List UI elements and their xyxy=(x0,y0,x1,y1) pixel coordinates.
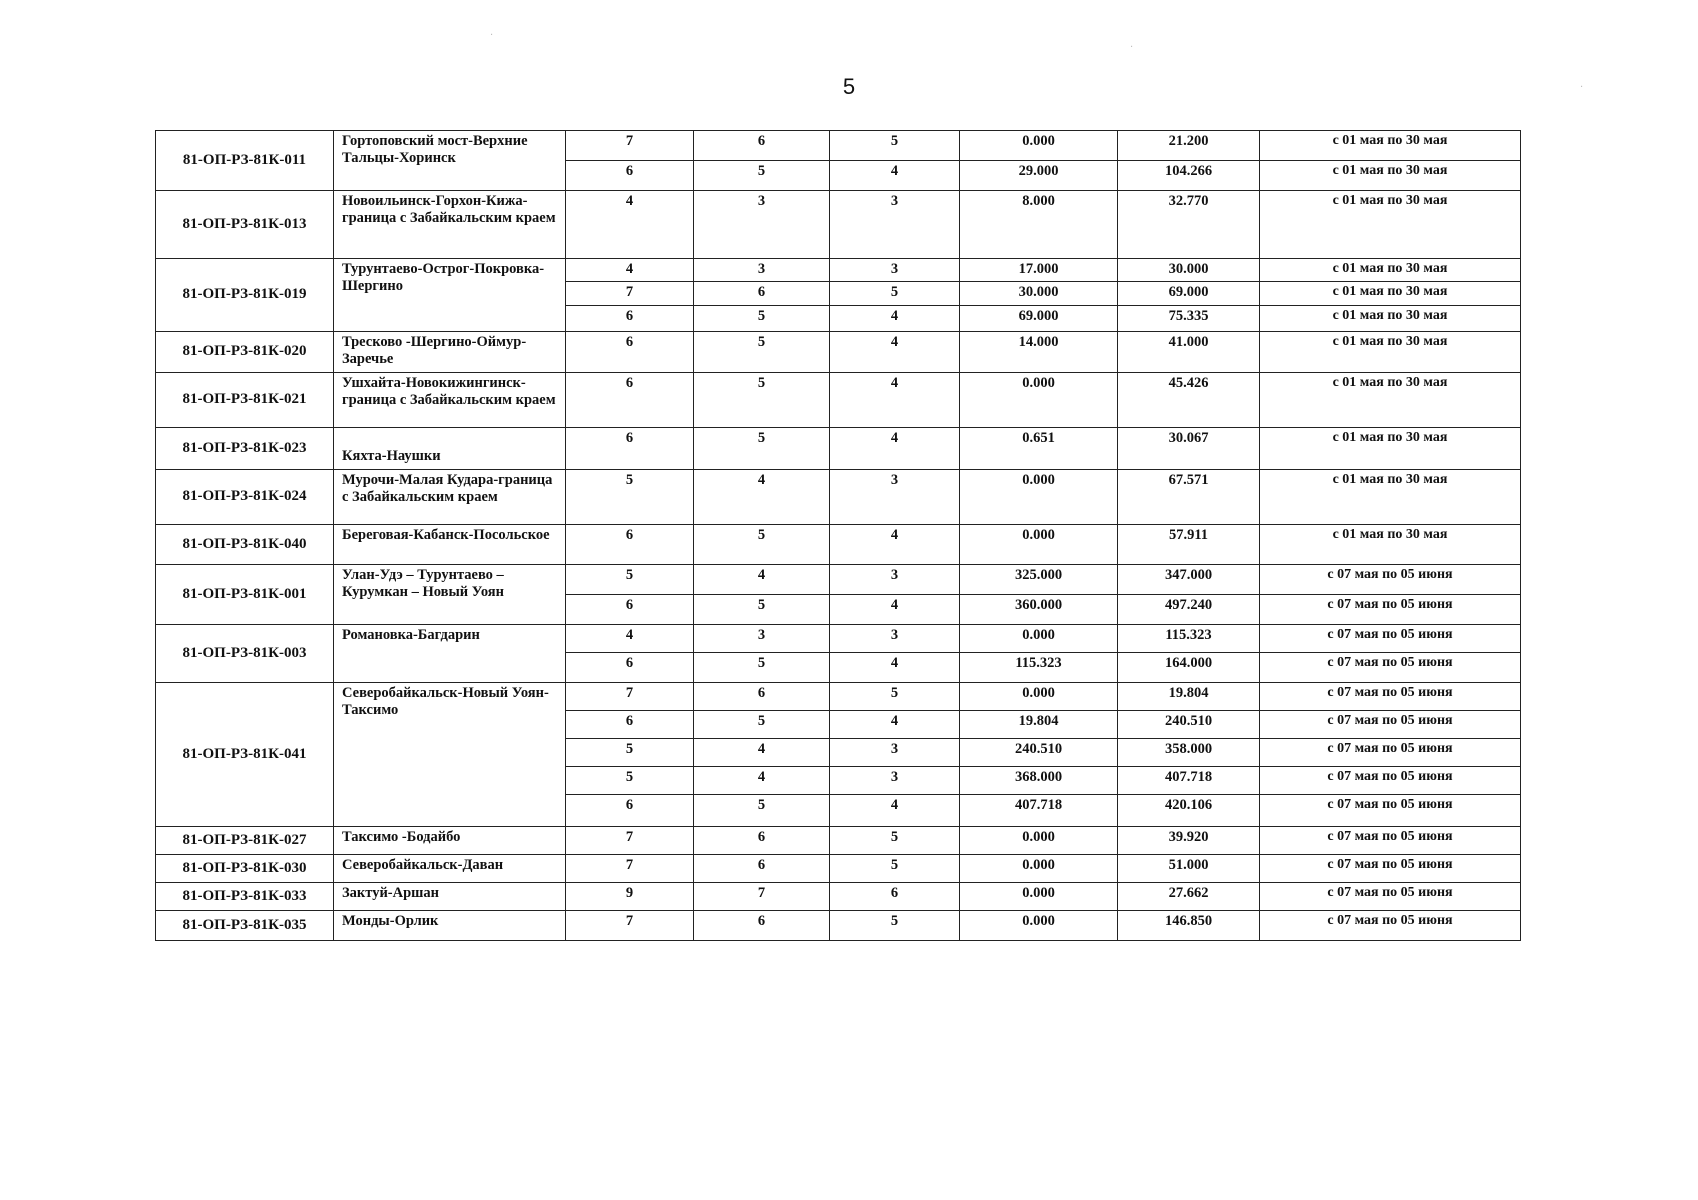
restriction-period-cell: с 01 мая по 30 мая xyxy=(1260,427,1521,469)
restriction-period-cell: с 01 мая по 30 мая xyxy=(1260,524,1521,564)
road-code-cell: 81-ОП-РЗ-81К-040 xyxy=(156,524,334,564)
table-body xyxy=(156,131,1521,941)
road-code-cell: 81-ОП-РЗ-81К-030 xyxy=(156,854,334,882)
load-class-cell: 5 xyxy=(694,594,830,624)
load-class-cell: 5 xyxy=(566,766,694,794)
table-row xyxy=(156,910,1521,940)
load-class-cell: 3 xyxy=(830,191,960,259)
load-class-cell: 5 xyxy=(830,910,960,940)
restriction-period-cell: с 07 мая по 05 июня xyxy=(1260,738,1521,766)
road-name-cell: Турунтаево-Острог-Покровка-Шергино xyxy=(334,259,566,332)
restriction-period-cell: с 01 мая по 30 мая xyxy=(1260,282,1521,305)
table-row xyxy=(156,854,1521,882)
load-class-cell: 7 xyxy=(566,910,694,940)
road-name-cell: Монды-Орлик xyxy=(334,910,566,940)
km-to-cell: 32.770 xyxy=(1118,191,1260,259)
restriction-period-cell: с 01 мая по 30 мая xyxy=(1260,372,1521,427)
load-class-cell: 5 xyxy=(694,652,830,682)
road-code-cell: 81-ОП-РЗ-81К-011 xyxy=(156,131,334,191)
load-class-cell: 3 xyxy=(830,738,960,766)
load-class-cell: 4 xyxy=(830,305,960,331)
load-class-cell: 5 xyxy=(566,738,694,766)
load-class-cell: 6 xyxy=(694,910,830,940)
road-name-cell: Северобайкальск-Даван xyxy=(334,854,566,882)
table-row xyxy=(156,191,1521,259)
road-name-cell: Гортоповский мост-Верхние Тальцы-Хоринск xyxy=(334,131,566,191)
km-from-cell: 0.000 xyxy=(960,131,1118,161)
load-class-cell: 5 xyxy=(830,282,960,305)
km-to-cell: 51.000 xyxy=(1118,854,1260,882)
road-name-cell: Ушхайта-Новокижингинск-граница с Забайкальским краем xyxy=(334,372,566,427)
load-class-cell: 4 xyxy=(566,259,694,282)
load-class-cell: 6 xyxy=(694,826,830,854)
km-from-cell: 0.000 xyxy=(960,826,1118,854)
km-from-cell: 0.651 xyxy=(960,427,1118,469)
road-name-cell: Зактуй-Аршан xyxy=(334,882,566,910)
km-from-cell: 17.000 xyxy=(960,259,1118,282)
load-class-cell: 5 xyxy=(830,131,960,161)
road-code-cell: 81-ОП-РЗ-81К-041 xyxy=(156,682,334,826)
load-class-cell: 9 xyxy=(566,882,694,910)
restriction-period-cell: с 01 мая по 30 мая xyxy=(1260,161,1521,191)
table-row xyxy=(156,564,1521,594)
load-class-cell: 3 xyxy=(694,624,830,652)
km-from-cell: 325.000 xyxy=(960,564,1118,594)
km-to-cell: 358.000 xyxy=(1118,738,1260,766)
load-class-cell: 6 xyxy=(566,710,694,738)
restriction-period-cell: с 07 мая по 05 июня xyxy=(1260,794,1521,826)
load-class-cell: 4 xyxy=(830,652,960,682)
km-from-cell: 8.000 xyxy=(960,191,1118,259)
restriction-period-cell: с 07 мая по 05 июня xyxy=(1260,710,1521,738)
table-row xyxy=(156,372,1521,427)
km-to-cell: 75.335 xyxy=(1118,305,1260,331)
road-name-cell: Кяхта-Наушки xyxy=(334,427,566,469)
km-to-cell: 104.266 xyxy=(1118,161,1260,191)
road-name-cell: Мурочи-Малая Кудара-граница с Забайкальским краем xyxy=(334,469,566,524)
km-to-cell: 41.000 xyxy=(1118,331,1260,372)
load-class-cell: 5 xyxy=(694,427,830,469)
restriction-period-cell: с 01 мая по 30 мая xyxy=(1260,331,1521,372)
km-to-cell: 240.510 xyxy=(1118,710,1260,738)
restriction-period-cell: с 07 мая по 05 июня xyxy=(1260,910,1521,940)
load-class-cell: 4 xyxy=(694,469,830,524)
load-class-cell: 5 xyxy=(694,331,830,372)
load-class-cell: 6 xyxy=(566,524,694,564)
km-to-cell: 57.911 xyxy=(1118,524,1260,564)
load-class-cell: 7 xyxy=(566,131,694,161)
road-code-cell: 81-ОП-РЗ-81К-027 xyxy=(156,826,334,854)
load-class-cell: 7 xyxy=(566,826,694,854)
km-from-cell: 0.000 xyxy=(960,882,1118,910)
km-from-cell: 69.000 xyxy=(960,305,1118,331)
load-class-cell: 6 xyxy=(566,372,694,427)
restriction-period-cell: с 07 мая по 05 июня xyxy=(1260,564,1521,594)
km-from-cell: 0.000 xyxy=(960,624,1118,652)
km-to-cell: 347.000 xyxy=(1118,564,1260,594)
km-from-cell: 14.000 xyxy=(960,331,1118,372)
road-name-cell: Улан-Удэ – Турунтаево – Курумкан – Новый Уоян xyxy=(334,564,566,624)
km-from-cell: 0.000 xyxy=(960,682,1118,710)
km-to-cell: 30.000 xyxy=(1118,259,1260,282)
load-class-cell: 5 xyxy=(566,469,694,524)
load-class-cell: 6 xyxy=(566,427,694,469)
load-class-cell: 4 xyxy=(830,161,960,191)
km-to-cell: 21.200 xyxy=(1118,131,1260,161)
km-from-cell: 0.000 xyxy=(960,372,1118,427)
road-name-cell: Романовка-Багдарин xyxy=(334,624,566,682)
load-class-cell: 6 xyxy=(566,794,694,826)
road-name-cell: Тресково -Шергино-Оймур-Заречье xyxy=(334,331,566,372)
load-class-cell: 4 xyxy=(694,738,830,766)
load-class-cell: 7 xyxy=(566,854,694,882)
table-row xyxy=(156,427,1521,469)
load-class-cell: 5 xyxy=(694,161,830,191)
km-from-cell: 30.000 xyxy=(960,282,1118,305)
restriction-period-cell: с 01 мая по 30 мая xyxy=(1260,305,1521,331)
road-name-cell: Новоильинск-Горхон-Кижа-граница с Забайкальским краем xyxy=(334,191,566,259)
page-number: 5 xyxy=(842,74,856,99)
restriction-period-cell: с 01 мая по 30 мая xyxy=(1260,131,1521,161)
table-row xyxy=(156,882,1521,910)
load-class-cell: 6 xyxy=(566,331,694,372)
table-row xyxy=(156,131,1521,161)
load-class-cell: 6 xyxy=(830,882,960,910)
load-class-cell: 4 xyxy=(830,710,960,738)
restriction-period-cell: с 07 мая по 05 июня xyxy=(1260,624,1521,652)
load-class-cell: 5 xyxy=(830,826,960,854)
load-class-cell: 4 xyxy=(694,564,830,594)
restriction-period-cell: с 07 мая по 05 июня xyxy=(1260,766,1521,794)
table-row xyxy=(156,524,1521,564)
load-class-cell: 4 xyxy=(566,191,694,259)
road-code-cell: 81-ОП-РЗ-81К-021 xyxy=(156,372,334,427)
restriction-period-cell: с 01 мая по 30 мая xyxy=(1260,469,1521,524)
restriction-period-cell: с 07 мая по 05 июня xyxy=(1260,826,1521,854)
load-class-cell: 3 xyxy=(694,191,830,259)
km-from-cell: 0.000 xyxy=(960,910,1118,940)
load-class-cell: 5 xyxy=(694,524,830,564)
load-class-cell: 5 xyxy=(694,305,830,331)
road-code-cell: 81-ОП-РЗ-81К-024 xyxy=(156,469,334,524)
km-to-cell: 30.067 xyxy=(1118,427,1260,469)
restriction-period-cell: с 07 мая по 05 июня xyxy=(1260,882,1521,910)
table-row xyxy=(156,331,1521,372)
road-code-cell: 81-ОП-РЗ-81К-023 xyxy=(156,427,334,469)
road-code-cell: 81-ОП-РЗ-81К-020 xyxy=(156,331,334,372)
road-code-cell: 81-ОП-РЗ-81К-035 xyxy=(156,910,334,940)
load-class-cell: 5 xyxy=(694,372,830,427)
road-restrictions-table xyxy=(155,130,1521,941)
load-class-cell: 3 xyxy=(830,766,960,794)
load-class-cell: 6 xyxy=(694,131,830,161)
load-class-cell: 4 xyxy=(830,331,960,372)
road-code-cell: 81-ОП-РЗ-81К-013 xyxy=(156,191,334,259)
load-class-cell: 7 xyxy=(566,682,694,710)
road-code-cell: 81-ОП-РЗ-81К-001 xyxy=(156,564,334,624)
road-name-cell: Таксимо -Бодайбо xyxy=(334,826,566,854)
load-class-cell: 6 xyxy=(566,594,694,624)
load-class-cell: 3 xyxy=(830,469,960,524)
km-from-cell: 360.000 xyxy=(960,594,1118,624)
restriction-period-cell: с 01 мая по 30 мая xyxy=(1260,191,1521,259)
load-class-cell: 7 xyxy=(566,282,694,305)
km-from-cell: 115.323 xyxy=(960,652,1118,682)
table-row xyxy=(156,826,1521,854)
load-class-cell: 4 xyxy=(830,594,960,624)
km-to-cell: 45.426 xyxy=(1118,372,1260,427)
table-row xyxy=(156,682,1521,710)
km-to-cell: 67.571 xyxy=(1118,469,1260,524)
scan-speck: · xyxy=(1580,82,1584,93)
km-from-cell: 368.000 xyxy=(960,766,1118,794)
km-to-cell: 164.000 xyxy=(1118,652,1260,682)
load-class-cell: 5 xyxy=(830,854,960,882)
load-class-cell: 3 xyxy=(830,259,960,282)
km-to-cell: 420.106 xyxy=(1118,794,1260,826)
km-from-cell: 240.510 xyxy=(960,738,1118,766)
load-class-cell: 4 xyxy=(694,766,830,794)
km-to-cell: 27.662 xyxy=(1118,882,1260,910)
restriction-period-cell: с 01 мая по 30 мая xyxy=(1260,259,1521,282)
load-class-cell: 4 xyxy=(830,794,960,826)
load-class-cell: 5 xyxy=(694,794,830,826)
load-class-cell: 3 xyxy=(830,624,960,652)
load-class-cell: 3 xyxy=(830,564,960,594)
load-class-cell: 4 xyxy=(830,427,960,469)
load-class-cell: 5 xyxy=(830,682,960,710)
km-to-cell: 69.000 xyxy=(1118,282,1260,305)
road-name-cell: Северобайкальск-Новый Уоян-Таксимо xyxy=(334,682,566,826)
km-from-cell: 19.804 xyxy=(960,710,1118,738)
load-class-cell: 7 xyxy=(694,882,830,910)
scan-speck: · xyxy=(1130,42,1134,53)
restriction-period-cell: с 07 мая по 05 июня xyxy=(1260,652,1521,682)
load-class-cell: 6 xyxy=(566,652,694,682)
km-to-cell: 19.804 xyxy=(1118,682,1260,710)
load-class-cell: 4 xyxy=(566,624,694,652)
km-to-cell: 497.240 xyxy=(1118,594,1260,624)
scan-speck: · xyxy=(490,30,494,41)
load-class-cell: 4 xyxy=(830,524,960,564)
restriction-period-cell: с 07 мая по 05 июня xyxy=(1260,594,1521,624)
km-to-cell: 115.323 xyxy=(1118,624,1260,652)
load-class-cell: 5 xyxy=(566,564,694,594)
road-code-cell: 81-ОП-РЗ-81К-019 xyxy=(156,259,334,332)
km-to-cell: 39.920 xyxy=(1118,826,1260,854)
table-row xyxy=(156,469,1521,524)
load-class-cell: 6 xyxy=(694,682,830,710)
km-to-cell: 146.850 xyxy=(1118,910,1260,940)
load-class-cell: 4 xyxy=(830,372,960,427)
road-code-cell: 81-ОП-РЗ-81К-003 xyxy=(156,624,334,682)
km-to-cell: 407.718 xyxy=(1118,766,1260,794)
load-class-cell: 3 xyxy=(694,259,830,282)
table-row xyxy=(156,259,1521,282)
km-from-cell: 0.000 xyxy=(960,524,1118,564)
load-class-cell: 6 xyxy=(566,161,694,191)
road-name-cell: Береговая-Кабанск-Посольское xyxy=(334,524,566,564)
load-class-cell: 6 xyxy=(694,282,830,305)
restriction-period-cell: с 07 мая по 05 июня xyxy=(1260,854,1521,882)
load-class-cell: 5 xyxy=(694,710,830,738)
table-row xyxy=(156,624,1521,652)
load-class-cell: 6 xyxy=(566,305,694,331)
km-from-cell: 29.000 xyxy=(960,161,1118,191)
km-from-cell: 407.718 xyxy=(960,794,1118,826)
load-class-cell: 6 xyxy=(694,854,830,882)
restriction-period-cell: с 07 мая по 05 июня xyxy=(1260,682,1521,710)
km-from-cell: 0.000 xyxy=(960,469,1118,524)
road-code-cell: 81-ОП-РЗ-81К-033 xyxy=(156,882,334,910)
km-from-cell: 0.000 xyxy=(960,854,1118,882)
